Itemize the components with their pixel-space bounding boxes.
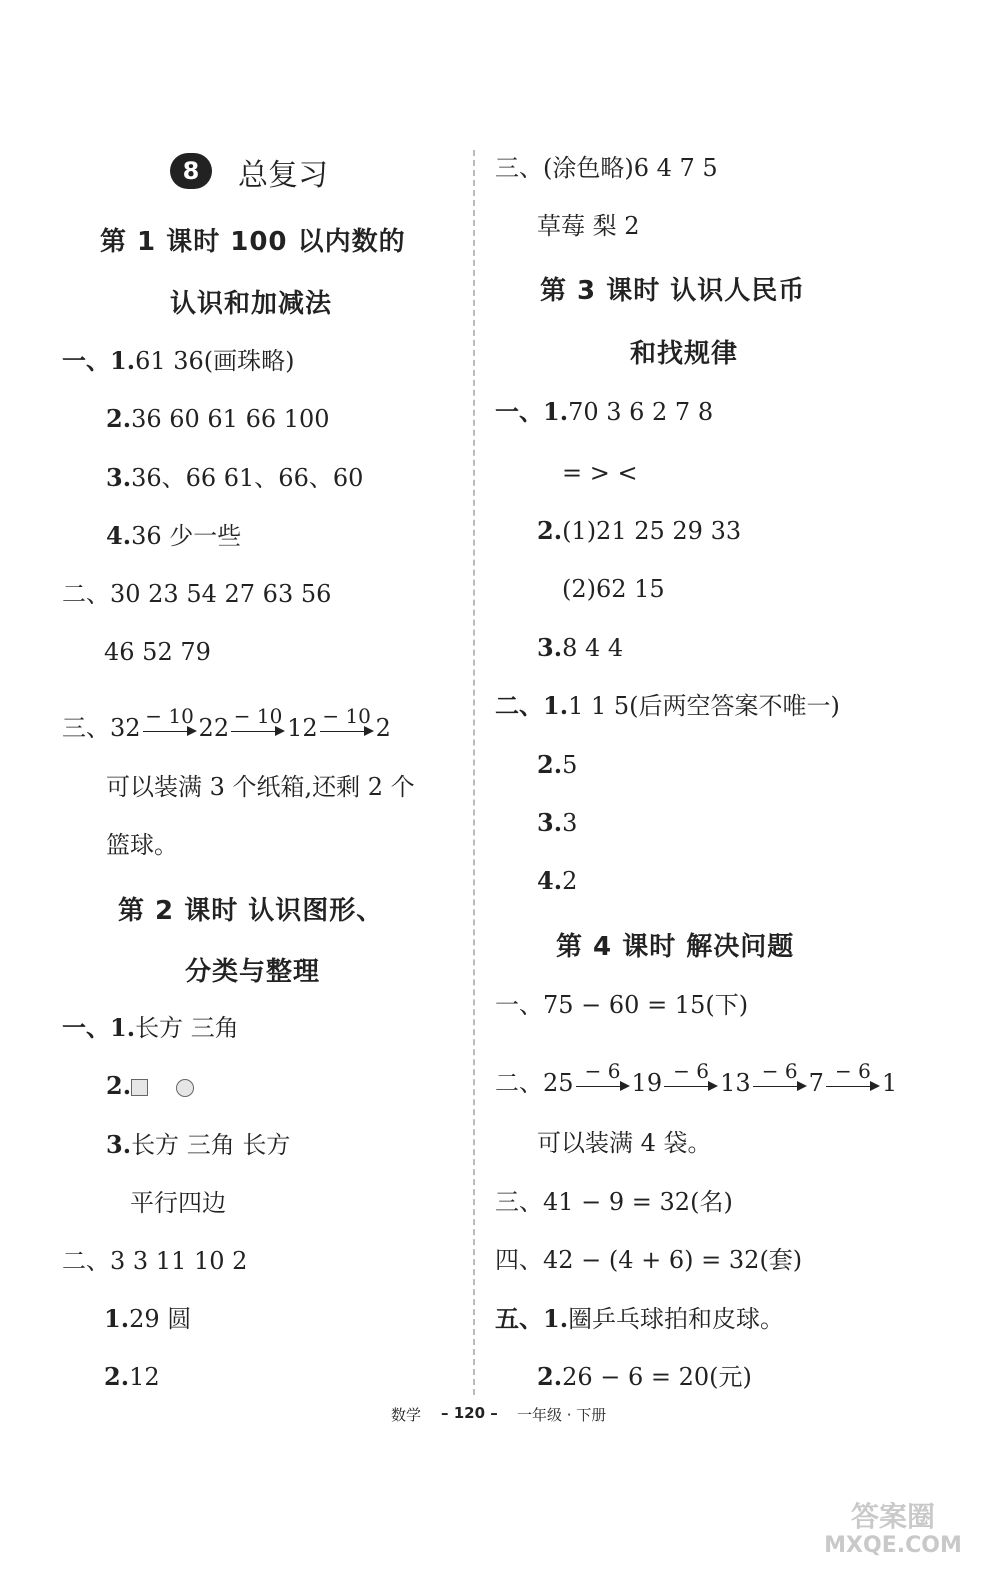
l1-s2-row1: 二、30 23 54 27 63 56 [62, 580, 332, 608]
l3-q2-cont: (2)62 15 [562, 575, 665, 603]
r-top-row2: 草莓 梨 2 [537, 212, 640, 240]
arrow-icon: − 6 [753, 1070, 807, 1100]
arrow-icon: − 10 [320, 715, 374, 745]
footer-grade: 一年级 · 下册 [517, 1406, 607, 1424]
arrow-icon: − 6 [826, 1070, 880, 1100]
l2-q3: 3.长方 三角 长方 [106, 1130, 291, 1159]
square-icon [131, 1079, 148, 1096]
l1-s3-note1: 可以装满 3 个纸箱,还剩 2 个 [106, 773, 415, 801]
arrow-icon: − 10 [231, 715, 285, 745]
footer-subject: 数学 [391, 1406, 422, 1424]
l3-s2-q4: 4.2 [537, 866, 578, 895]
arrow-icon: − 6 [664, 1070, 718, 1100]
l4-s2-chain: 二、25 − 6 19 − 6 13 − 6 7 − 6 1 [495, 1068, 897, 1100]
l4-s5-q1: 五、1.圈乒乓球拍和皮球。 [495, 1304, 785, 1333]
lesson3-title-line2: 和找规律 [630, 339, 739, 369]
lesson3-title-line1: 第 3 课时 认识人民币 [540, 276, 806, 306]
l1-s3-note2: 篮球。 [106, 831, 178, 859]
lesson4-title: 第 4 课时 解决问题 [556, 932, 795, 962]
l4-s5-q2: 2.26 − 6 = 20(元) [537, 1362, 752, 1391]
arrow-icon: − 6 [576, 1070, 630, 1100]
l4-s1: 一、75 − 60 = 15(下) [495, 991, 749, 1019]
column-divider [473, 150, 475, 1395]
l1-s2-row2: 46 52 79 [104, 638, 211, 666]
lesson1-title-line2: 认识和加减法 [170, 289, 333, 319]
chapter-number-badge: 8 [170, 153, 212, 189]
l3-q1-compare: = > < [562, 459, 638, 487]
footer-page-number: – 120 – [441, 1404, 498, 1422]
lesson2-title-line1: 第 2 课时 认识图形、 [118, 896, 384, 926]
l4-s3: 三、41 − 9 = 32(名) [495, 1188, 733, 1216]
l3-q2: 2.(1)21 25 29 33 [537, 516, 742, 545]
l2-s2-row: 二、3 3 11 10 2 [62, 1247, 248, 1275]
l2-q1: 一、1.长方 三角 [62, 1013, 239, 1042]
arrow-icon: − 10 [143, 715, 197, 745]
l4-s2-note: 可以装满 4 袋。 [537, 1129, 712, 1157]
l1-q2: 2.36 60 61 66 100 [106, 404, 330, 433]
l2-q3-cont: 平行四边 [130, 1189, 226, 1217]
l4-s4: 四、42 − (4 + 6) = 32(套) [495, 1246, 803, 1274]
r-top-row1: 三、(涂色略)6 4 7 5 [495, 154, 718, 182]
circle-icon [176, 1079, 194, 1097]
chapter-title: 总复习 [238, 158, 328, 193]
watermark-logo: 答案圈 MXQE.COM [824, 1500, 962, 1558]
lesson1-title-line1: 第 1 课时 100 以内数的 [100, 227, 406, 257]
l3-s2-q3: 3.3 [537, 808, 578, 837]
l1-q3: 3.36、66 61、66、60 [106, 463, 364, 492]
l1-q4: 4.36 少一些 [106, 521, 242, 550]
l3-q3: 3.8 4 4 [537, 633, 624, 662]
l3-s2-q1: 二、1.1 1 5(后两空答案不唯一) [495, 691, 840, 720]
l3-s2-q2: 2.5 [537, 750, 578, 779]
lesson2-title-line2: 分类与整理 [185, 957, 321, 987]
l2-a2: 2.12 [104, 1362, 160, 1391]
l2-a1: 1.29 圆 [104, 1304, 192, 1333]
l3-q1: 一、1.70 3 6 2 7 8 [495, 397, 714, 426]
l1-q1: 一、1.61 36(画珠略) [62, 346, 295, 375]
l1-s3-chain: 三、32 − 10 22 − 10 12 − 10 2 [62, 713, 391, 745]
l2-q2: 2. [106, 1071, 194, 1101]
